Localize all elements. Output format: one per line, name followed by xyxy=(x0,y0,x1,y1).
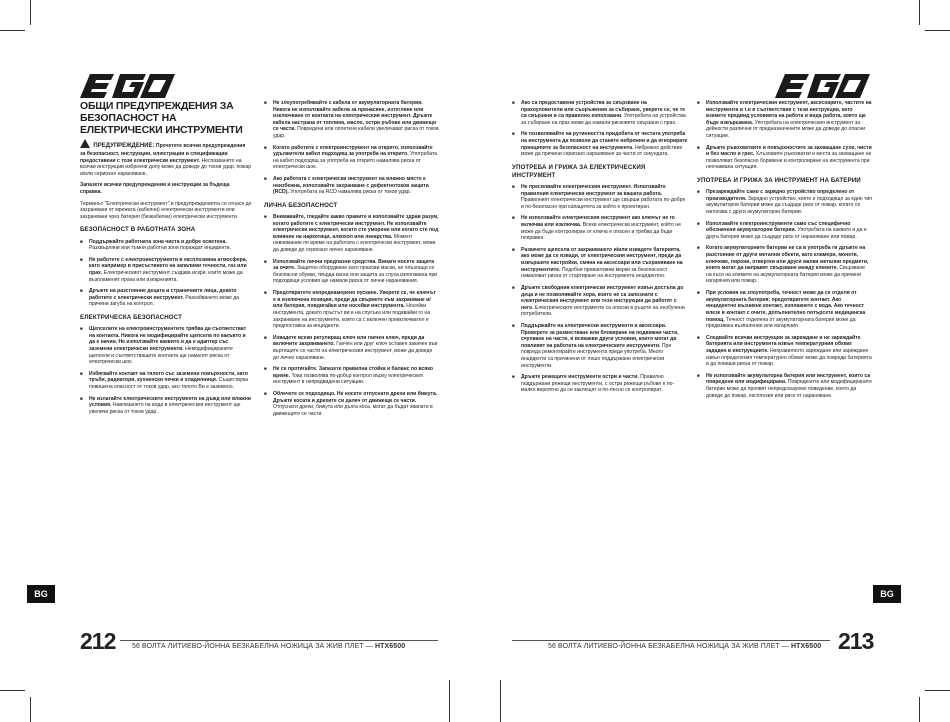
item-text: Хлъзгавите ръкохватки и места за захващане не позволяват безопасно боравене и контролиране на инструмента при неочаквана ситуация. xyxy=(706,151,872,171)
item-bold: Не злоупотребявайте с кабела от акумулаторната батерия. Никога не използвайте кабела за пренасяне, изтегляне или изключване от контакта на електрическия инструмент. Дръжте кабела настрана от топлина, масло, остри ръбове или движещи се части. xyxy=(273,100,437,133)
right-column-2 xyxy=(697,100,872,404)
item-bold: Използвайте електрическия инструмент, аксесоарите, частите на инструмента и т.н в съответствие с тези инструкции, като вземете предвид условията на работа и вида работа, която ще бъде извършвана. xyxy=(706,100,872,126)
footer-rule xyxy=(512,640,830,641)
crop-mark xyxy=(500,680,501,722)
crop-mark xyxy=(919,697,920,722)
list-item xyxy=(512,247,688,280)
ego-logo xyxy=(775,70,870,102)
crop-mark xyxy=(0,30,25,31)
item-text: Навлизането на вода в електрическия инструмент ще увеличи риска от токов удар. xyxy=(89,402,241,415)
list-item xyxy=(80,371,252,391)
item-text: Разсейването може да причини загуба на контрол. xyxy=(89,294,240,308)
item-text: Подобни превантивни мерки за безопасност намаляват риска от стартиране на инструмента инцидентно. xyxy=(521,266,668,280)
item-bold: Дръжте на разстояние децата и страничните лица, докато работите с електрически инструмент. xyxy=(89,288,237,301)
list-item xyxy=(697,335,872,368)
item-text: Свързване на късо на клемите на акумулаторната батерия може да причини изгаряния или пожар. xyxy=(706,265,866,285)
item-text: Всеки електрически инструмент, който не може да бъде контролиран от ключа е опасен и трябва да бъде поправен. xyxy=(521,222,681,242)
item-bold: Не се протягайте. Запазете правилна стойка и баланс по всяко време. xyxy=(273,366,433,379)
ego-logo xyxy=(80,70,175,102)
list-item xyxy=(264,176,439,196)
item-bold: Разкачете щепсела от захранването и/или извадете батерията, ако може да се извади, от електрическия инструмент, преди да извършите настройки, смяна на аксесоари или съхраняване на инструментите. xyxy=(521,246,683,273)
item-bold: Ако са предоставени устройства за свързване на прахоуловители или съоръжения за събиране, уверете се, че те са свързани и са правилно използвани. xyxy=(521,100,686,120)
list-item xyxy=(697,189,872,215)
list-item xyxy=(697,245,872,285)
item-bold: Не позволявайте на рутинността придобита от честата употреба на инструмента да позволи да станете небрежни и да игнорирате принципите за безопасност на инструмента. xyxy=(521,131,688,151)
list-item xyxy=(80,288,252,308)
page-title: ОБЩИ ПРЕДУПРЕЖДЕНИЯ ЗА БЕЗОПАСНОСТ НА ЕЛЕКТРИЧЕСКИ ИНСТРУМЕНТИ xyxy=(80,100,243,137)
item-bold: Когато работите с електроинструмент на открито, използвайте удължители кабел подходящ за употреба на открито. xyxy=(273,144,433,158)
list-item xyxy=(697,145,872,171)
list-item xyxy=(264,366,439,386)
footer-text: 56 ВОЛТА ЛИТИЕВО-ЙОННА БЕЗКАБЕЛНА НОЖИЦА ЗА ЖИВ ПЛЕТ — HTX6500 xyxy=(548,643,822,650)
footer-text: 56 ВОЛТА ЛИТИЕВО-ЙОННА БЕЗКАБЕЛНА НОЖИЦА ЗА ЖИВ ПЛЕТ — HTX6500 xyxy=(132,643,406,650)
item-bold: Поддържайте на електрически инструменти и аксесоари. Проверете за разместване или блокиране на подвижни части, счупване на части, и всякакви други условия, които могат да повлияят на работата на електрическите инструменти. xyxy=(521,322,679,349)
section-heading: УПОТРЕБА И ГРИЖА ЗА ИНСТРУМЕНТ НА БАТЕРИИ xyxy=(697,177,861,185)
left-column-1 xyxy=(80,100,252,420)
language-tab: BG xyxy=(873,585,901,603)
item-bold: Дръжте свободния електрически инструмент извън достъпа до деца и не позволявайте хора, които не са запознати с електрическия инструмент или тези инструкции да работят с него. xyxy=(521,284,684,311)
list-item xyxy=(264,335,439,361)
item-bold: Използвайте лични предпазни средства. Винаги носете защита за очите. xyxy=(273,258,435,272)
list-item xyxy=(697,373,872,399)
list-item xyxy=(80,396,252,416)
crop-mark xyxy=(925,30,950,31)
keep-instructions: Запазете всички предупреждения и инструкции за бъдеща справка. xyxy=(80,182,230,196)
section-heading: УПОТРЕБА И ГРИЖА ЗА ЕЛЕКТРИЧЕСКИЯ ИНСТРУМЕНТ xyxy=(512,163,646,179)
crop-mark xyxy=(919,0,920,25)
item-text: При повреда ремонтирайте инструмента преди употреба. Много инциденти са причинени от лошо поддържани електрически инструменти. xyxy=(521,342,672,369)
item-text: Отпуснати дрехи, бижута или дълга коса, могат да бъдат хванати в движещите се части. xyxy=(273,404,433,417)
warning-block xyxy=(80,139,252,177)
section-heading: ЕЛЕКТРИЧЕСКА БЕЗОПАСНОСТ xyxy=(80,314,182,322)
item-bold: При условия на злоупотреба, течност може да се отделя от акумулаторната батерия; предотвратете контакт. Ако инцидентно възникне контакт, изплакнете с вода. Ако течност влезе в контакт с очите, допълнително потърсете медицинска помощ. xyxy=(706,290,866,323)
language-tab: BG xyxy=(27,585,55,603)
crop-mark xyxy=(925,690,950,691)
warning-bold: Прочетете всички предупреждения за безопасност, инструкции, илюстрации и спецификации предоставени с този електрически инструмент. xyxy=(80,143,246,164)
item-bold: Не използвайте акумулаторна батерия или инструмент, които са повредени или модифицирани. xyxy=(706,372,871,386)
item-bold: Извадете всеки регулиращ ключ или гаечен ключ, преди да включите захранването. xyxy=(273,334,425,348)
item-text: Употребата на RCD намалява риска от токов удар. xyxy=(290,189,411,196)
item-text: Гаечен или друг ключ оставен закачен във въртящите се части на електрическия инструмент, може да доведе до лично нараняване. xyxy=(273,341,438,361)
item-text: Употребата на електрическия инструмент за дейности различни от предназначените може да доведе до опасни ситуации. xyxy=(706,119,866,140)
item-text: Повредени или оплетени кабели увеличават риска от токов удар. xyxy=(273,126,439,140)
item-text: Течност отделена от акумулаторната батерия може да предизвика възпаление или изгаряния. xyxy=(706,316,856,330)
item-text: Повредените или модифицираните батерии може да проявят непредсказуемо поведение, което да доведе до пожар, експлозия или риск от нараняване. xyxy=(706,379,872,399)
item-bold: Не пресилвайте електрическия инструмент. Използвайте правилния електрически инструмент за вашата работа. xyxy=(521,184,666,197)
list-item xyxy=(264,214,439,254)
warning-icon xyxy=(80,139,90,148)
list-item xyxy=(512,285,688,318)
list-item xyxy=(264,100,439,140)
item-text: Носейки инструмента, докато пръстът ви е на спусъка или подавайки го на захранване на инструменти, които са с включен превключвател е предпоставка за инциденти. xyxy=(273,303,431,330)
item-bold: Щепселите на електроинструментите трябва да съответстват на контакта. Никога не модифицирайте щепсела по какъвто и да е начин. Не използвайте каквито и да е адаптер със заземени електрически инструменти. xyxy=(89,326,247,352)
item-text: Неправилното зареждане или зареждане извън определения температурен обхват може да повреди батерията и да повиши риска от пожар. xyxy=(706,347,872,368)
list-item xyxy=(80,239,252,252)
footer-rule xyxy=(120,640,438,641)
item-text: Момент невнимание по време на работата с електрически инструмент, може да доведе до сериозно лично нараняване. xyxy=(273,233,436,254)
term-note: Терминът "Електрически инструмент" в предупрежденията се отнася до захранвани от мрежата (кабелни) електрически инструменти или захранвани чрез батерия (безкабелни) електрически инструменти. xyxy=(80,200,252,220)
crop-mark xyxy=(449,680,450,722)
item-bold: Дръжте режещите инструменти остри и чисти. xyxy=(521,374,639,381)
right-column-1 xyxy=(512,100,688,399)
section-heading: ЛИЧНА БЕЗОПАСНОСТ xyxy=(264,201,338,209)
list-item xyxy=(512,100,688,126)
crop-mark xyxy=(30,0,31,25)
item-bold: Следвайте всички инструкции за зареждане и не зареждайте батерията или инструмента извън температурния обхват зададен в инструкциите. xyxy=(706,334,861,354)
item-text: Употребата на каквато и да е друга батерия може да създаде риск от нараняване или пожар. xyxy=(706,227,867,240)
list-item xyxy=(697,221,872,241)
item-text: Употребата на кабел подходящ за употреба на открито намалява риска от електрически шок. xyxy=(273,151,438,171)
item-bold: Не излагайте електрическите инструменти на дъжд или влажни условия. xyxy=(89,395,251,409)
item-text: Защитно оборудване като прахови маски, не плъзгащи се безопасни обувки, твърда каска или защита за слуха използвана при подходящи условия ще намали риска от лични наранявания. xyxy=(273,265,438,285)
item-bold: Презареждайте само с зарядно устройство определено от производителя. xyxy=(706,189,855,202)
item-text: Употребата на устройства за събиране на прах може да намали рисковете свързани с прах. xyxy=(521,113,686,126)
warning-label: ПРЕДУПРЕЖДЕНИЕ: xyxy=(93,143,155,150)
list-item xyxy=(697,100,872,140)
item-bold: Не използвайте електрическия инструмент ако ключът не го включва или изключва. xyxy=(521,215,675,229)
item-bold: Когато акумулаторните батерии не са в употреба ги дръжте на разстояние от други метални обекти, като кламери, монети, ключове, пирони, отвертки или други малки метални предмети, които могат да направят свързване между клемите. xyxy=(706,245,869,272)
list-item xyxy=(264,391,439,417)
section-heading: БЕЗОПАСНОСТ В РАБОТНАТА ЗОНА xyxy=(80,226,196,234)
list-item xyxy=(264,145,439,171)
item-bold: Не работете с електроинструменти в експлозивна атмосфера, като например в присъствието на запалими течности, газ или прах. xyxy=(89,256,248,276)
item-text: Това позволява по-добър контрол върху електрическия инструмент в непредвидени ситуации. xyxy=(273,372,423,386)
list-item xyxy=(512,374,688,394)
list-item xyxy=(512,184,688,210)
item-text: Зарядно устройство, което е подходящо за един тип акумулаторни батерии може да създаде риск от пожар, когато се използва с други акумулаторни батерии. xyxy=(706,195,872,215)
item-text: Немодифицираните щепсели и съответстващите контакти ще намалят риска от електрически шок. xyxy=(89,345,233,366)
item-bold: Внимавайте, гледайте какво правите и използвайте здрав разум, когато работите с електрически инструмент. Не използвайте електрически инструмент, когато сте уморени или когато сте под влияние на наркотици, алкохол или лекарства. xyxy=(273,213,439,240)
item-bold: Избягвайте контакт на тялото със заземени повърхности, като тръби, радиатори, кухненски печки и хладилници. xyxy=(89,370,249,384)
item-text: Разхвърляни или тъмни работни зони пораждат инциденти. xyxy=(89,245,231,252)
page-number: 213 xyxy=(838,628,874,654)
list-item xyxy=(264,259,439,285)
item-text: Небрежно действие може да причини сериозно нараняване за части от секундата. xyxy=(521,144,683,158)
item-bold: Облечете се подходящо. Не носете отпуснати дрехи или бижута. Дръжте косата и дрехите си далеч от движещи се части. xyxy=(273,391,438,404)
item-bold: Поддържайте работната зона чиста и добре осветена. xyxy=(89,238,227,245)
list-item xyxy=(80,326,252,366)
list-item xyxy=(697,290,872,330)
item-text: Електрическите инструменти са опасни в ръцете на необучени потребители. xyxy=(521,304,685,318)
list-item xyxy=(512,131,688,157)
item-bold: Предотвратете непреднамерено пускане. Уверете се, че ключът е в изключена позиция, преди да свържете към захранване и/или батерия, повдигайки или носейки инструмента. xyxy=(273,290,436,310)
left-column-2 xyxy=(264,100,439,422)
list-item xyxy=(264,290,439,330)
list-item xyxy=(512,323,688,369)
crop-mark xyxy=(30,697,31,722)
item-text: Съществува повишена опасност от токов удар, ако тялото Ви е заземено. xyxy=(89,377,248,390)
list-item xyxy=(512,215,688,241)
item-text: Правилно поддържани режещи инструменти, с остри режещи ръбове е по-малко вероятно да се заклещят и по-лесно се контролират. xyxy=(521,374,675,394)
warning-text: Неспазването на всички инструкции изброени долу може да доведе до токов удар, пожар и/или сериозно нараняване. xyxy=(80,157,252,177)
item-bold: Използвайте електроинструменти само със специфично обозначени акумулаторни батерии. xyxy=(706,220,851,234)
item-bold: Дръжте ръкохватките и повърхностите за захващане сухи, чисти и без масло и грес. xyxy=(706,144,872,158)
item-text: Електрическият инструмент създава искри, които може да възпламенят праха или изпаренията. xyxy=(89,269,243,283)
page-number: 212 xyxy=(80,628,116,654)
item-text: Правилният електрически инструмент ще свърши работата по-добре и по-безопасно при капацитета за който е проектиран. xyxy=(521,197,686,210)
list-item xyxy=(80,257,252,283)
item-bold: Ако работата с електрически инструмент на влажно място е неизбежна, използвайте захранване с дефектнотоков защита (RCD). xyxy=(273,176,429,196)
crop-mark xyxy=(0,690,25,691)
